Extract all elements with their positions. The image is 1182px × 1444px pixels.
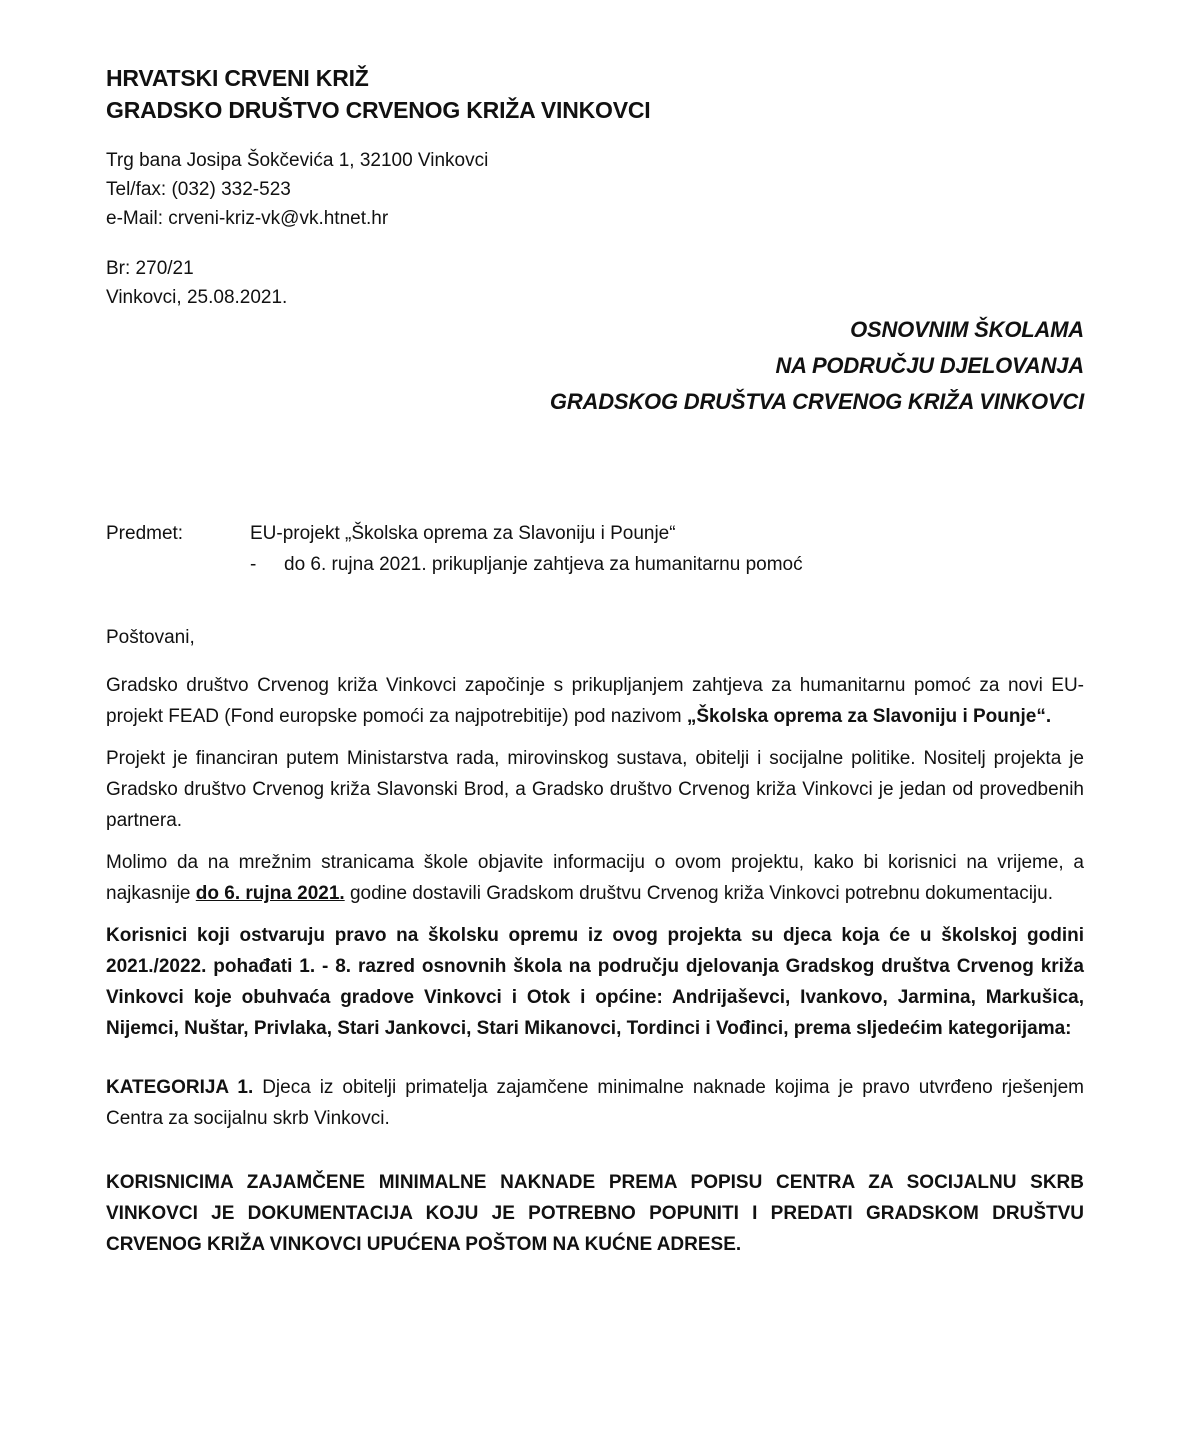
deadline: do 6. rujna 2021. [195, 883, 345, 904]
paragraph-request [106, 847, 1084, 909]
letter-body [106, 622, 1084, 1271]
paragraph-intro-text: Gradsko društvo Crvenog križa Vinkovci započinje s prikupljanjem zahtjeva za humanitarnu pomoć za novi EU-projekt FEAD (Fond europske pomoći za najpotrebitije) pod nazivom [106, 675, 1084, 727]
paragraph-notice: KORISNICIMA ZAJAMČENE MINIMALNE NAKNADE PREMA POPISU CENTRA ZA SOCIJALNU SKRB VINKOVCI JE DOKUMENTACIJA KOJU JE POTREBNO POPUNITI I PREDATI GRADSKOM DRUŠTVU CRVENOG KRIŽA VINKOVCI UPUĆENA POŠTOM NA KUĆNE ADRESE. [106, 1172, 1084, 1255]
paragraph-financing: Projekt je financiran putem Ministarstva rada, mirovinskog sustava, obitelji i socijalne politike. Nositelj projekta je Gradsko društvo Crvenog križa Slavonski Brod, a Gradsko društvo Crvenog križa Vinkovci je jedan od provedbenih partnera. [106, 748, 1084, 831]
subject-dash: - [250, 554, 257, 575]
greeting: Poštovani, [106, 627, 195, 648]
paragraph-eligibility: Korisnici koji ostvaruju pravo na školsku opremu iz ovog projekta su djeca koja će u školskoj godini 2021./2022. pohađati 1. - 8. razred osnovnih škola na području djelovanja Gradskog društva Crvenog križa Vinkovci koje obuhvaća gradove Vinkovci i Otok i općine: Andrijaševci, Ivankovo, Jarmina, Markušica, Nijemci, Nuštar, Privlaka, Stari Jankovci, Stari Mikanovci, Tordinci i Vođinci, prema sljedećim kategorijama: [106, 925, 1084, 1039]
category-1-text: Djeca iz obitelji primatelja zajamčene minimalne naknade kojima je pravo utvrđeno rješenjem Centra za socijalnu skrb Vinkovci. [106, 1077, 1085, 1129]
recipient-line-1: OSNOVNIM ŠKOLAMA [850, 317, 1084, 342]
project-name: „Školska oprema za Slavoniju i Pounje“. [686, 706, 1052, 727]
address: Trg bana Josipa Šokčevića 1, 32100 Vinkovci [106, 150, 489, 171]
contact-block [106, 146, 488, 233]
reference-number: Br: 270/21 [106, 258, 194, 279]
subject-label: Predmet: [106, 523, 184, 544]
reference-block [106, 254, 287, 312]
organization-header [106, 62, 650, 126]
subject-title: EU-projekt „Školska oprema za Slavoniju i Pounje“ [250, 523, 676, 544]
subject-subline [250, 549, 803, 580]
category-1-label: KATEGORIJA 1. [106, 1077, 254, 1098]
email: e-Mail: crveni-kriz-vk@vk.htnet.hr [106, 208, 389, 229]
org-name: HRVATSKI CRVENI KRIŽ [106, 65, 369, 91]
paragraph-intro [106, 670, 1084, 732]
paragraph-request-text: Molimo da na mrežnim stranicama škole objavite informaciju o ovom projektu, kako bi korisnici na vrijeme, a najkasnije [106, 852, 1084, 904]
recipient-line-3: GRADSKOG DRUŠTVA CRVENOG KRIŽA VINKOVCI [549, 389, 1084, 414]
tel-fax: Tel/fax: (032) 332-523 [106, 179, 291, 200]
paragraph-request-end: godine dostavili Gradskom društvu Crvenog križa Vinkovci potrebnu dokumentaciju. [344, 883, 1053, 904]
recipient-line-2: NA PODRUČJU DJELOVANJA [775, 353, 1084, 378]
category-1 [106, 1072, 1084, 1134]
recipient-block [550, 312, 1084, 420]
subject-subline-text: do 6. rujna 2021. prikupljanje zahtjeva za humanitarnu pomoć [284, 554, 803, 575]
place-date: Vinkovci, 25.08.2021. [106, 287, 288, 308]
org-branch-name: GRADSKO DRUŠTVO CRVENOG KRIŽA VINKOVCI [106, 97, 651, 123]
